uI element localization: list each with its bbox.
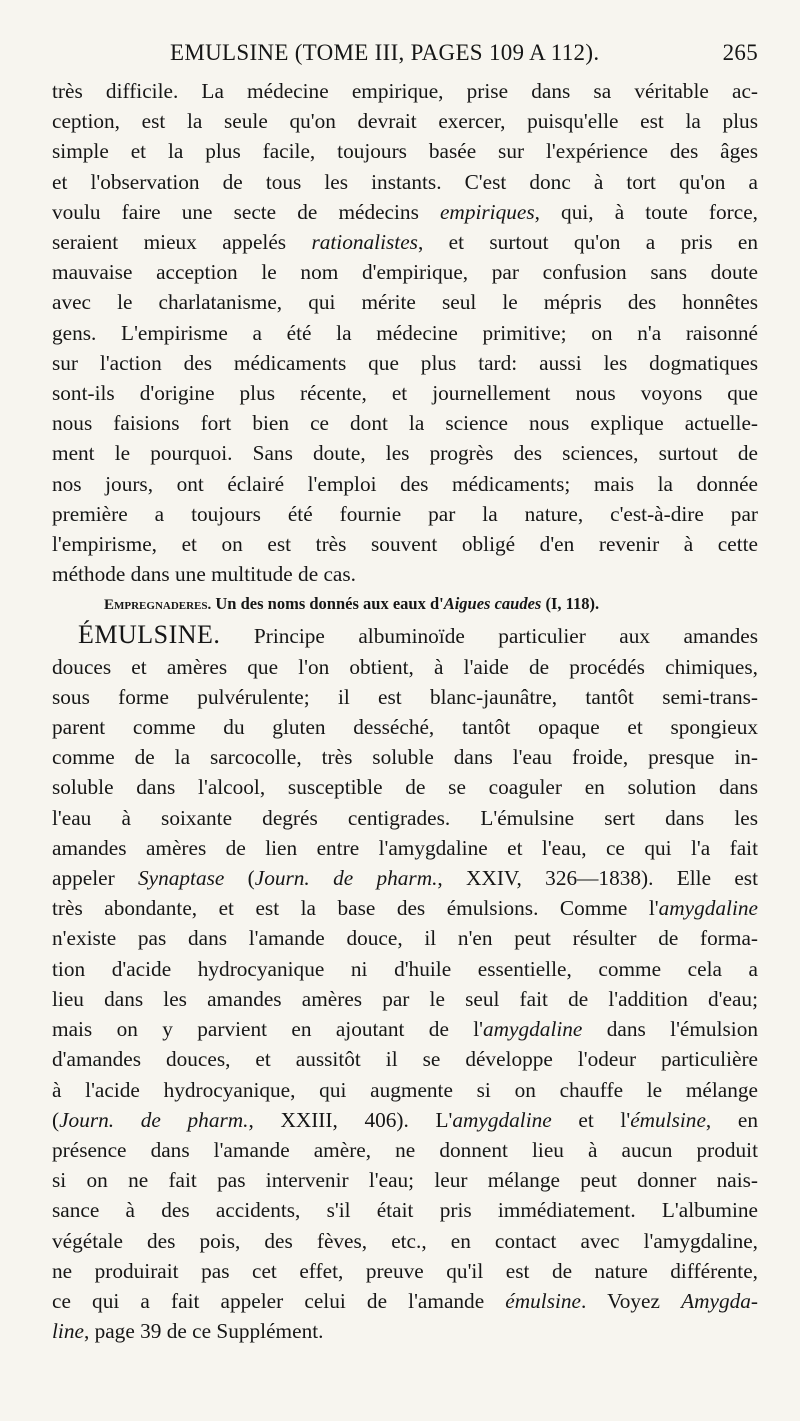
entry-emulsine xyxy=(52,620,758,1346)
text-line: line, page 39 de ce Supplément. xyxy=(52,1319,324,1344)
entry-empregnaderes xyxy=(52,589,758,620)
text-line: très abondante, et est la base des émulsions. Comme l'amygdaline xyxy=(52,896,758,921)
text-line: mais on y parvient en ajoutant de l'amygdaline dans l'émulsion xyxy=(52,1017,758,1042)
entry-italic-place: Aigues caudes xyxy=(443,594,542,614)
text-line: sur l'action des médicaments que plus tard: aussi les dogmatiques xyxy=(52,350,758,375)
text-line: l'empirisme, et on est très souvent obligé d'en revenir à cette xyxy=(52,532,758,557)
text-line: végétale des pois, des fèves, etc., en contact avec l'amygdaline, xyxy=(52,1228,758,1253)
paragraph-empirisme xyxy=(52,76,758,589)
text-line: amandes amères de lien entre l'amygdaline et l'eau, ce qui l'a fait xyxy=(52,835,758,860)
text-line: à l'acide hydrocyanique, qui augmente si on chauffe le mélange xyxy=(52,1077,758,1102)
text-line: si on ne fait pas intervenir l'eau; leur mélange peut donner nais- xyxy=(52,1168,758,1193)
text-line: appeler Synaptase (Journ. de pharm., XXIV, 326—1838). Elle est xyxy=(52,866,758,891)
text-line: ne produirait pas cet effet, preuve qu'il est de nature différente, xyxy=(52,1258,758,1283)
text-line: ment le pourquoi. Sans doute, les progrès des sciences, surtout de xyxy=(52,441,758,466)
text-line: ception, est la seule qu'on devrait exercer, puisqu'elle est la plus xyxy=(52,109,758,134)
text-line: présence dans l'amande amère, ne donnent lieu à aucun produit xyxy=(52,1137,758,1162)
text-line: nos jours, ont éclairé l'emploi des médicaments; mais la donnée xyxy=(52,471,758,496)
text-line: sance à des accidents, s'il était pris immédiatement. L'albumine xyxy=(52,1198,758,1223)
text-line: mauvaise acception le nom d'empirique, par confusion sans doute xyxy=(52,260,758,285)
body-text xyxy=(52,76,758,1346)
text-line: comme de la sarcocolle, très soluble dans l'eau froide, presque in- xyxy=(52,745,758,770)
text-line: sont-ils d'origine plus récente, et journellement nous voyons que xyxy=(52,381,758,406)
header-title: EMULSINE (TOME III, PAGES 109 A 112). xyxy=(170,40,600,65)
text-line: l'eau à soixante degrés centigrades. L'émulsine sert dans les xyxy=(52,805,758,830)
text-line: soluble dans l'alcool, susceptible de se coaguler en solution dans xyxy=(52,775,758,800)
text-line: sous forme pulvérulente; il est blanc-jaunâtre, tantôt semi-trans- xyxy=(52,684,758,709)
text-line: simple et la plus facile, toujours basée sur l'expérience des âges xyxy=(52,139,758,164)
entry-reference: (I, 118). xyxy=(541,594,600,614)
text-line: douces et amères que l'on obtient, à l'aide de procédés chimiques, xyxy=(52,654,758,679)
text-line: gens. L'empirisme a été la médecine primitive; on n'a raisonné xyxy=(52,320,758,345)
emulsine-headword: ÉMULSINE. xyxy=(78,620,221,650)
text-line: (Journ. de pharm., XXIII, 406). L'amygdaline et l'émulsine, en xyxy=(52,1107,758,1132)
text-line: voulu faire une secte de médecins empiriques, qui, à toute force, xyxy=(52,199,758,224)
text-line: très difficile. La médecine empirique, prise dans sa véritable ac- xyxy=(52,79,758,103)
text-line: n'existe pas dans l'amande douce, il n'en peut résulter de forma- xyxy=(52,926,758,951)
text-line: première a toujours été fournie par la nature, c'est-à-dire par xyxy=(52,501,758,526)
text-line: et l'observation de tous les instants. C'est donc à tort qu'on a xyxy=(52,169,758,194)
running-header xyxy=(52,40,758,76)
text-line: ÉMULSINE. Principe albuminoïde particulier aux amandes xyxy=(78,620,758,650)
text-line: ce qui a fait appeler celui de l'amande émulsine. Voyez Amygda- xyxy=(52,1288,758,1313)
text-line: nous faisions fort bien ce dont la science nous explique actuelle- xyxy=(52,411,758,436)
text-line: parent comme du gluten desséché, tantôt opaque et spongieux xyxy=(52,715,758,740)
text-line: avec le charlatanisme, qui mérite seul le mépris des honnêtes xyxy=(52,290,758,315)
page-number: 265 xyxy=(722,40,758,65)
text-line: seraient mieux appelés rationalistes, et surtout qu'on a pris en xyxy=(52,230,758,255)
text-line: lieu dans les amandes amères par le seul fait de l'addition d'eau; xyxy=(52,986,758,1011)
text-line: tion d'acide hydrocyanique ni d'huile essentielle, comme cela a xyxy=(52,956,758,981)
text-line: d'amandes douces, et aussitôt il se développe l'odeur particulière xyxy=(52,1047,758,1072)
entry-headword: Empregnaderes. xyxy=(104,597,212,614)
entry-text: Un des noms donnés aux eaux d' xyxy=(211,594,444,614)
text-line: méthode dans une multitude de cas. xyxy=(52,562,356,587)
